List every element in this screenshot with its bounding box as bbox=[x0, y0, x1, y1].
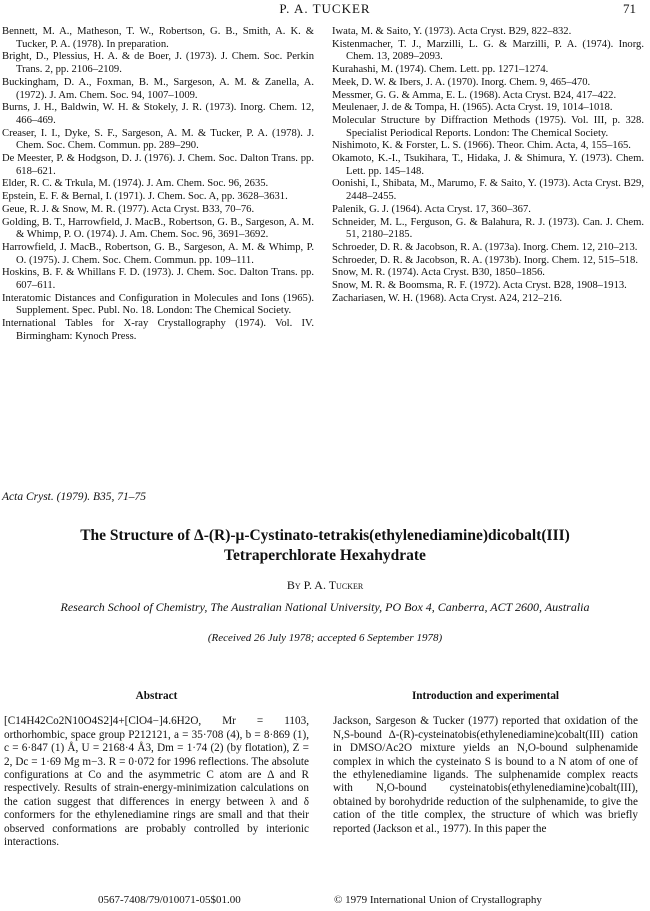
abstract-heading: Abstract bbox=[135, 690, 178, 702]
reference-entry: Schneider, M. L., Ferguson, G. & Balahura, R. J. (1973). Can. J. Chem. 51, 2180–2185. bbox=[332, 216, 644, 241]
reference-entry: De Meester, P. & Hodgson, D. J. (1976). J. Chem. Soc. Dalton Trans. pp. 618–621. bbox=[2, 153, 314, 177]
reference-entry: Golding, B. T., Harrowfield, J. MacB., Robertson, G. B., Sargeson, A. M. & Whimp, P. O. (1974). J. Am. Chem. Soc. 96, 3691–3692. bbox=[2, 216, 314, 241]
reference-entry: Palenik, G. J. (1964). Acta Cryst. 17, 360–367. bbox=[332, 203, 531, 215]
reference-entry: Schroeder, D. R. & Jacobson, R. A. (1973a). Inorg. Chem. 12, 210–213. bbox=[332, 241, 638, 253]
reference-entry: Harrowfield, J. MacB., Robertson, G. B., Sargeson, A. M. & Whimp, P. O. (1975). J. Chem. Soc. Chem. Commun. pp. 109–111. bbox=[2, 241, 314, 266]
reference-entry: Snow, M. R. (1974). Acta Cryst. B30, 1850–1856. bbox=[332, 267, 545, 279]
paper-title-line-1: The Structure of Δ-(R)-μ-Cystinato-tetrakis(ethylenediamine)dicobalt(III) bbox=[80, 527, 570, 544]
references-left-column bbox=[2, 26, 314, 344]
reference-entry: Okamoto, K.-I., Tsukihara, T., Hidaka, J. & Shimura, Y. (1973). Chem. Lett. pp. 145–148. bbox=[332, 153, 644, 177]
page-number: 71 bbox=[623, 1, 636, 16]
introduction-text: Jackson, Sargeson & Tucker (1977) reported that oxidation of the N,S-bound Δ-(R)-cysteinatobis(ethylenediamine)cobalt(III) cation in DMSO/Ac2O mixture yields an N,O-bound sulphenamide complex in which the cysteinato S is bound to a N atom of one of the ethylenediamine ligands. The sulphenamide complex reacts with N,O-bound cysteinatobis(ethylenediamine)cobalt(III), obtained by borohydride reduction of the sulphenamide, to give the cation of the title complex, the structure of which was briefly reported (Jackson et al., 1977). In this paper the bbox=[333, 715, 638, 835]
reference-entry: Oonishi, I., Shibata, M., Marumo, F. & Saito, Y. (1973). Acta Cryst. B29, 2448–2455. bbox=[332, 178, 644, 203]
reference-entry: Meek, D. W. & Ibers, J. A. (1970). Inorg. Chem. 9, 465–470. bbox=[332, 76, 591, 88]
reference-entry: Interatomic Distances and Configuration in Molecules and Ions (1965). Supplement. Spec. Publ. No. 18. London: The Chemical Society. bbox=[2, 292, 314, 317]
reference-entry: Molecular Structure by Diffraction Methods (1975). Vol. III, p. 328. Specialist Periodical Reports. London: The Chemical Society. bbox=[332, 114, 644, 139]
reference-entry: Burns, J. H., Baldwin, W. H. & Stokely, J. R. (1973). Inorg. Chem. 12, 466–469. bbox=[2, 102, 314, 126]
reference-entry: Epstein, E. F. & Bernal, I. (1971). J. Chem. Soc. A, pp. 3628–3631. bbox=[2, 191, 288, 203]
received-dates: (Received 26 July 1978; accepted 6 September 1978) bbox=[207, 632, 443, 644]
footer-copyright: © 1979 International Union of Crystallography bbox=[334, 894, 542, 906]
reference-entry: Creaser, I. I., Dyke, S. F., Sargeson, A. M. & Tucker, P. A. (1978). J. Chem. Soc. Chem. Commun. pp. 289–290. bbox=[2, 127, 314, 152]
journal-reference: Acta Cryst. (1979). B35, 71–75 bbox=[2, 491, 147, 503]
reference-entry: Bennett, M. A., Matheson, T. W., Robertson, G. B., Smith, A. K. & Tucker, P. A. (1978). In preparation. bbox=[2, 26, 314, 50]
abstract-section bbox=[4, 690, 309, 849]
reference-entry: Snow, M. R. & Boomsma, R. F. (1972). Acta Cryst. B28, 1908–1913. bbox=[332, 280, 627, 292]
paper-title bbox=[40, 526, 610, 566]
paper-title-line-2: Tetraperchlorate Hexahydrate bbox=[224, 547, 426, 564]
running-title: P. A. TUCKER bbox=[279, 1, 371, 16]
introduction-heading: Introduction and experimental bbox=[411, 690, 560, 702]
running-header bbox=[0, 0, 650, 18]
reference-entry: Buckingham, D. A., Foxman, B. M., Sargeson, A. M. & Zanella, A. (1972). J. Am. Chem. Soc. 94, 1007–1009. bbox=[2, 76, 314, 101]
reference-entry: Iwata, M. & Saito, Y. (1973). Acta Cryst. B29, 822–832. bbox=[332, 26, 572, 37]
author-affiliation: Research School of Chemistry, The Australian National University, PO Box 4, Canberra, ACT 2600, Australia bbox=[60, 600, 590, 614]
reference-entry: Geue, R. J. & Snow, M. R. (1977). Acta Cryst. B33, 70–76. bbox=[2, 203, 255, 215]
reference-entry: Kistenmacher, T. J., Marzilli, L. G. & Marzilli, P. A. (1974). Inorg. Chem. 13, 2089–2093. bbox=[332, 38, 644, 63]
reference-entry: Elder, R. C. & Trkula, M. (1974). J. Am. Chem. Soc. 96, 2635. bbox=[2, 178, 269, 190]
reference-entry: Messmer, G. G. & Amma, E. L. (1968). Acta Cryst. B24, 417–422. bbox=[332, 89, 617, 101]
reference-entry: Kurahashi, M. (1974). Chem. Lett. pp. 1271–1274. bbox=[332, 64, 549, 76]
references-right-column bbox=[332, 26, 644, 305]
reference-entry: Hoskins, B. F. & Whillans F. D. (1973). J. Chem. Soc. Dalton Trans. pp. 607–611. bbox=[2, 267, 314, 292]
reference-entry: Bright, D., Plessius, H. A. & de Boer, J. (1973). J. Chem. Soc. Perkin Trans. 2, pp. 2106–2109. bbox=[2, 51, 314, 76]
reference-entry: Nishimoto, K. & Forster, L. S. (1966). Theor. Chim. Acta, 4, 155–165. bbox=[332, 140, 631, 152]
reference-entry: Zachariasen, W. H. (1968). Acta Cryst. A24, 212–216. bbox=[332, 292, 563, 304]
reference-entry: International Tables for X-ray Crystallography (1974). Vol. IV. Birmingham: Kynoch Press. bbox=[2, 318, 314, 342]
abstract-text: [C14H42Co2N10O4S2]4+[ClO4−]4.6H2O, Mr = 1103, orthorhombic, space group P212121, a = 35·708 (4), b = 8·869 (1), c = 6·847 (1) Å, U = 2168·4 Å3, Dm = 1·74 (2) (by flotation), Z = 2, Dc = 1·69 Mg m−3. R = 0·072 for 1996 reflections. The absolute configurations at Co and the asymmetric C atom are Δ and R respectively. Results of strain-energy-minimization calculations on the cation suggest that differences in energy between λ and δ conformers for the ethylenediamine rings are small and that their observed conformations are probably controlled by interionic interactions. bbox=[4, 715, 309, 849]
author-byline: By P. A. Tucker bbox=[286, 578, 364, 592]
reference-entry: Meulenaer, J. de & Tompa, H. (1965). Acta Cryst. 19, 1014–1018. bbox=[332, 102, 613, 114]
reference-entry: Schroeder, D. R. & Jacobson, R. A. (1973b). Inorg. Chem. 12, 515–518. bbox=[332, 254, 638, 266]
introduction-section bbox=[333, 690, 638, 836]
footer-code: 0567-7408/79/010071-05$01.00 bbox=[98, 894, 241, 906]
